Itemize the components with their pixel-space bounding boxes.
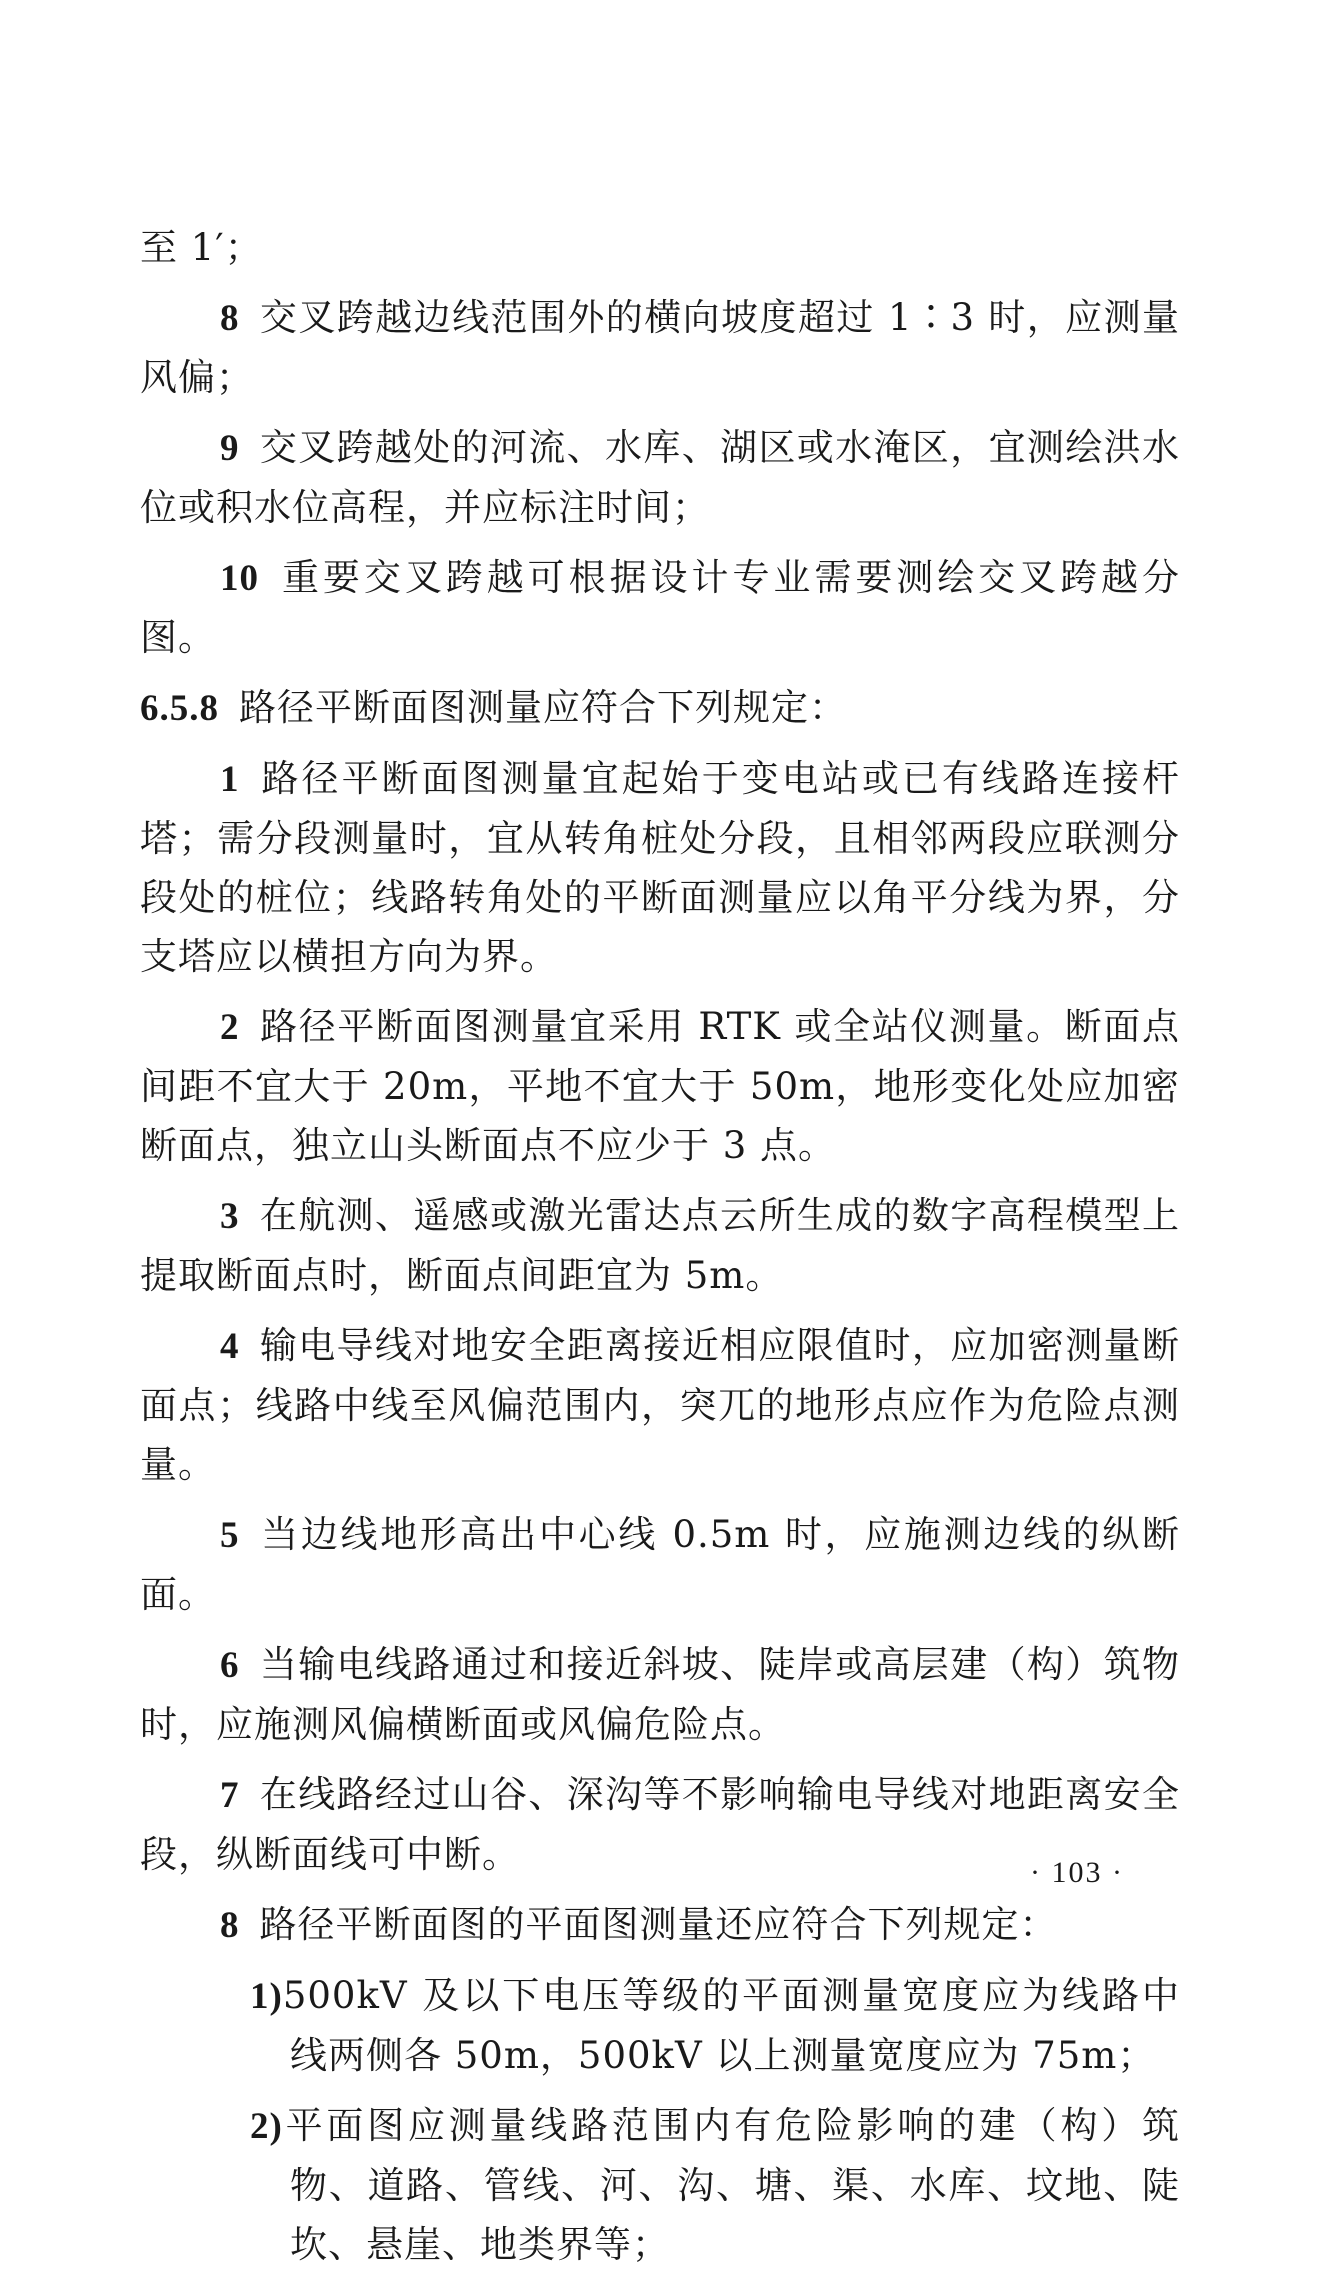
- clause-number: 8: [220, 298, 240, 339]
- subitem-2: [140, 2096, 1180, 2274]
- clause-number: 10: [220, 558, 259, 599]
- paragraph-text: 交叉跨越边线范围外的横向坡度超过 1∶3 时，应测量风偏；: [140, 296, 1180, 399]
- section-6-5-8: [140, 678, 1180, 738]
- page-number: · 103 ·: [1030, 1856, 1124, 1889]
- item-7: [140, 1765, 1180, 1884]
- paragraph-text: 在航测、遥感或激光雷达点云所生成的数字高程模型上提取断面点时，断面点间距宜为 5m。: [140, 1194, 1180, 1297]
- item-6: [140, 1635, 1180, 1754]
- paragraph-text: 重要交叉跨越可根据设计专业需要测绘交叉跨越分图。: [140, 556, 1180, 659]
- clause-8: [140, 288, 1180, 407]
- item-5: [140, 1505, 1180, 1624]
- item-number: 1: [220, 759, 240, 800]
- paragraph-text: 当边线地形高出中心线 0.5m 时，应施测边线的纵断面。: [140, 1513, 1180, 1616]
- paragraph-text: 路径平断面图测量宜起始于变电站或已有线路连接杆塔；需分段测量时，宜从转角桩处分段，且相邻两段应联测分段处的桩位；线路转角处的平断面测量应以角平分线为界，分支塔应以横担方向为界。: [140, 757, 1180, 978]
- subitem-1: [140, 1966, 1180, 2085]
- subitem-number: 1): [250, 1976, 283, 2017]
- paragraph-text: 路径平断面图测量宜采用 RTK 或全站仪测量。断面点间距不宜大于 20m，平地不宜大于 50m，地形变化处应加密断面点，独立山头断面点不应少于 3 点。: [140, 1005, 1180, 1167]
- paragraph-text: 500kV 及以下电压等级的平面测量宽度应为线路中线两侧各 50m，500kV 以上测量宽度应为 75m；: [282, 1974, 1180, 2077]
- clause-9: [140, 418, 1180, 537]
- section-number: 6.5.8: [140, 688, 219, 729]
- paragraph-text: 平面图应测量线路范围内有危险影响的建（构）筑物、道路、管线、河、沟、塘、渠、水库、坟地、陡坎、悬崖、地类界等；: [282, 2104, 1180, 2266]
- paragraph-text: 在线路经过山谷、深沟等不影响输电导线对地距离安全段，纵断面线可中断。: [140, 1773, 1180, 1876]
- item-number: 7: [220, 1775, 240, 1816]
- item-4: [140, 1316, 1180, 1494]
- item-number: 6: [220, 1645, 240, 1686]
- item-3: [140, 1186, 1180, 1305]
- clause-number: 9: [220, 428, 240, 469]
- paragraph-text: 当输电线路通过和接近斜坡、陡岸或高层建（构）筑物时，应施测风偏横断面或风偏危险点。: [140, 1643, 1180, 1746]
- section-heading-text: 路径平断面图测量应符合下列规定：: [239, 686, 847, 729]
- paragraph-text: 至 1′；: [140, 226, 263, 269]
- item-8: [140, 1895, 1180, 1955]
- item-number: 5: [220, 1515, 240, 1556]
- body-text: [140, 218, 1180, 2285]
- clause-10: [140, 548, 1180, 667]
- paragraph-text: 输电导线对地安全距离接近相应限值时，应加密测量断面点；线路中线至风偏范围内，突兀的地形点应作为危险点测量。: [140, 1324, 1180, 1486]
- paragraph-continuation: [140, 218, 1180, 277]
- subitem-number: 2): [250, 2106, 283, 2147]
- item-number: 4: [220, 1326, 240, 1367]
- item-number: 8: [220, 1905, 240, 1946]
- paragraph-text: 交叉跨越处的河流、水库、湖区或水淹区，宜测绘洪水位或积水位高程，并应标注时间；: [140, 426, 1180, 529]
- item-2: [140, 997, 1180, 1175]
- item-number: 3: [220, 1196, 240, 1237]
- item-1: [140, 749, 1180, 986]
- item-number: 2: [220, 1007, 240, 1048]
- paragraph-text: 路径平断面图的平面图测量还应符合下列规定：: [259, 1903, 1058, 1946]
